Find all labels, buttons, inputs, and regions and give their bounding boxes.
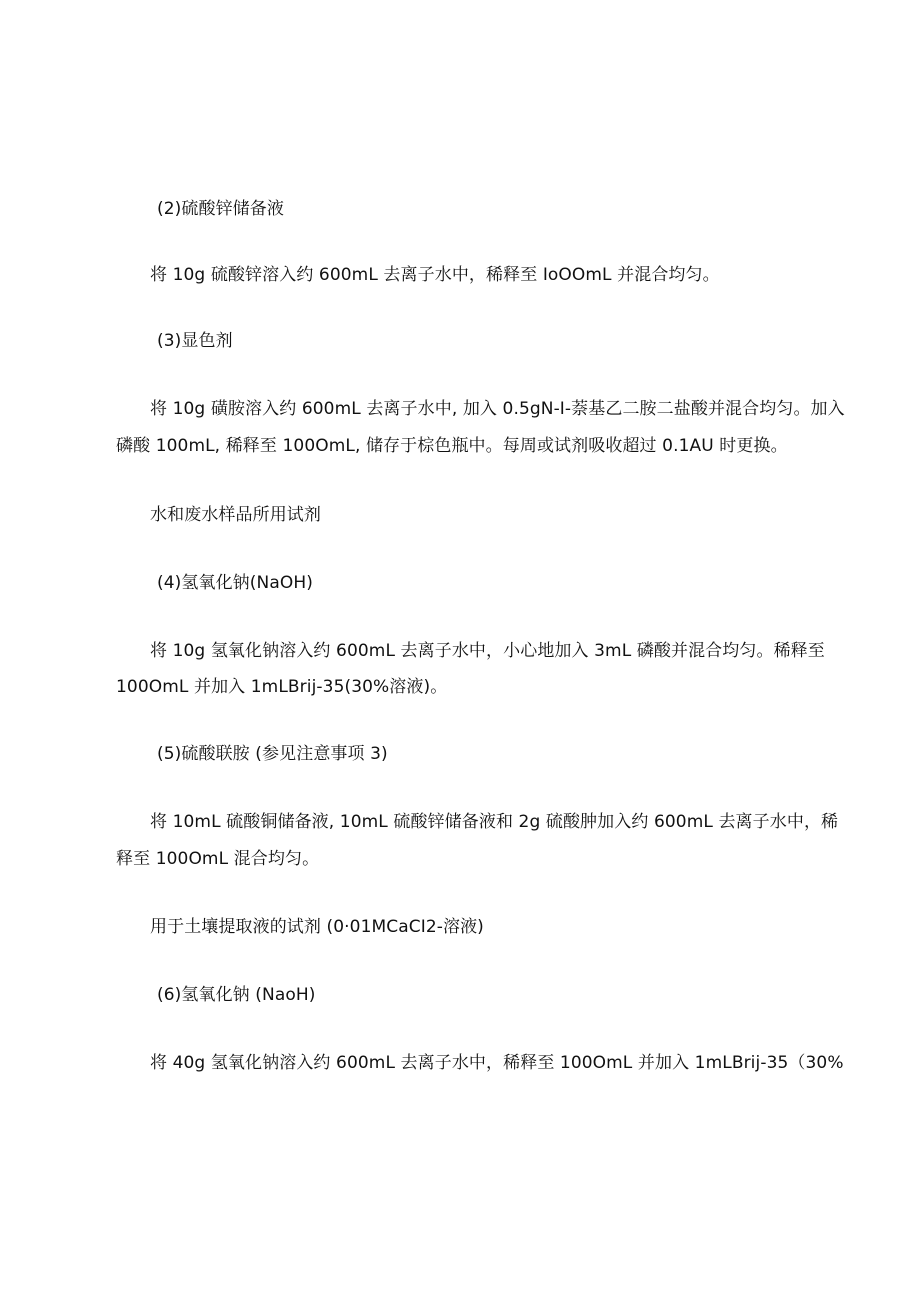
paragraph-color-reagent-line-1: 将 10g 磺胺溶入约 600mL 去离子水中, 加入 0.5gN-I-萘基乙二胺二盐酸并混合均匀。加入 (150, 399, 845, 419)
paragraph-zinc-sulfate-line-1: 将 10g 硫酸锌溶入约 600mL 去离子水中，稀释至 IoOOmL 并混合均匀。 (150, 265, 720, 285)
paragraph-hydrazine-sulfate-line-1: 将 10mL 硫酸铜储备液, 10mL 硫酸锌储备液和 2g 硫酸肿加入约 600mL 去离子水中，稀 (150, 812, 839, 832)
heading-zinc-sulfate-stock: (2)硫酸锌储备液 (157, 199, 284, 219)
paragraph-sodium-hydroxide-6-line-1: 将 40g 氢氧化钠溶入约 600mL 去离子水中，稀释至 100OmL 并加入 1mLBrij-35（30% (150, 1053, 844, 1073)
paragraph-sodium-hydroxide-4-line-1: 将 10g 氢氧化钠溶入约 600mL 去离子水中，小心地加入 3mL 磷酸并混合均匀。稀释至 (150, 641, 825, 661)
heading-hydrazine-sulfate: (5)硫酸联胺 (参见注意事项 3) (157, 744, 388, 764)
paragraph-color-reagent-line-2: 磷酸 100mL, 稀释至 100OmL, 储存于棕色瓶中。每周或试剂吸收超过 0.1AU 时更换。 (116, 436, 788, 456)
heading-sodium-hydroxide-6: (6)氢氧化钠 (NaoH) (157, 985, 316, 1005)
section-title-soil-extract: 用于土壤提取液的试剂 (0·01MCaCI2-溶液) (150, 917, 484, 937)
heading-sodium-hydroxide-4: (4)氢氧化钠(NaOH) (157, 573, 313, 593)
section-title-water-samples: 水和废水样品所用试剂 (150, 505, 321, 525)
heading-color-reagent: (3)显色剂 (157, 331, 233, 351)
paragraph-hydrazine-sulfate-line-2: 释至 100OmL 混合均匀。 (116, 849, 320, 869)
paragraph-sodium-hydroxide-4-line-2: 100OmL 并加入 1mLBrij-35(30%溶液)。 (116, 677, 448, 697)
